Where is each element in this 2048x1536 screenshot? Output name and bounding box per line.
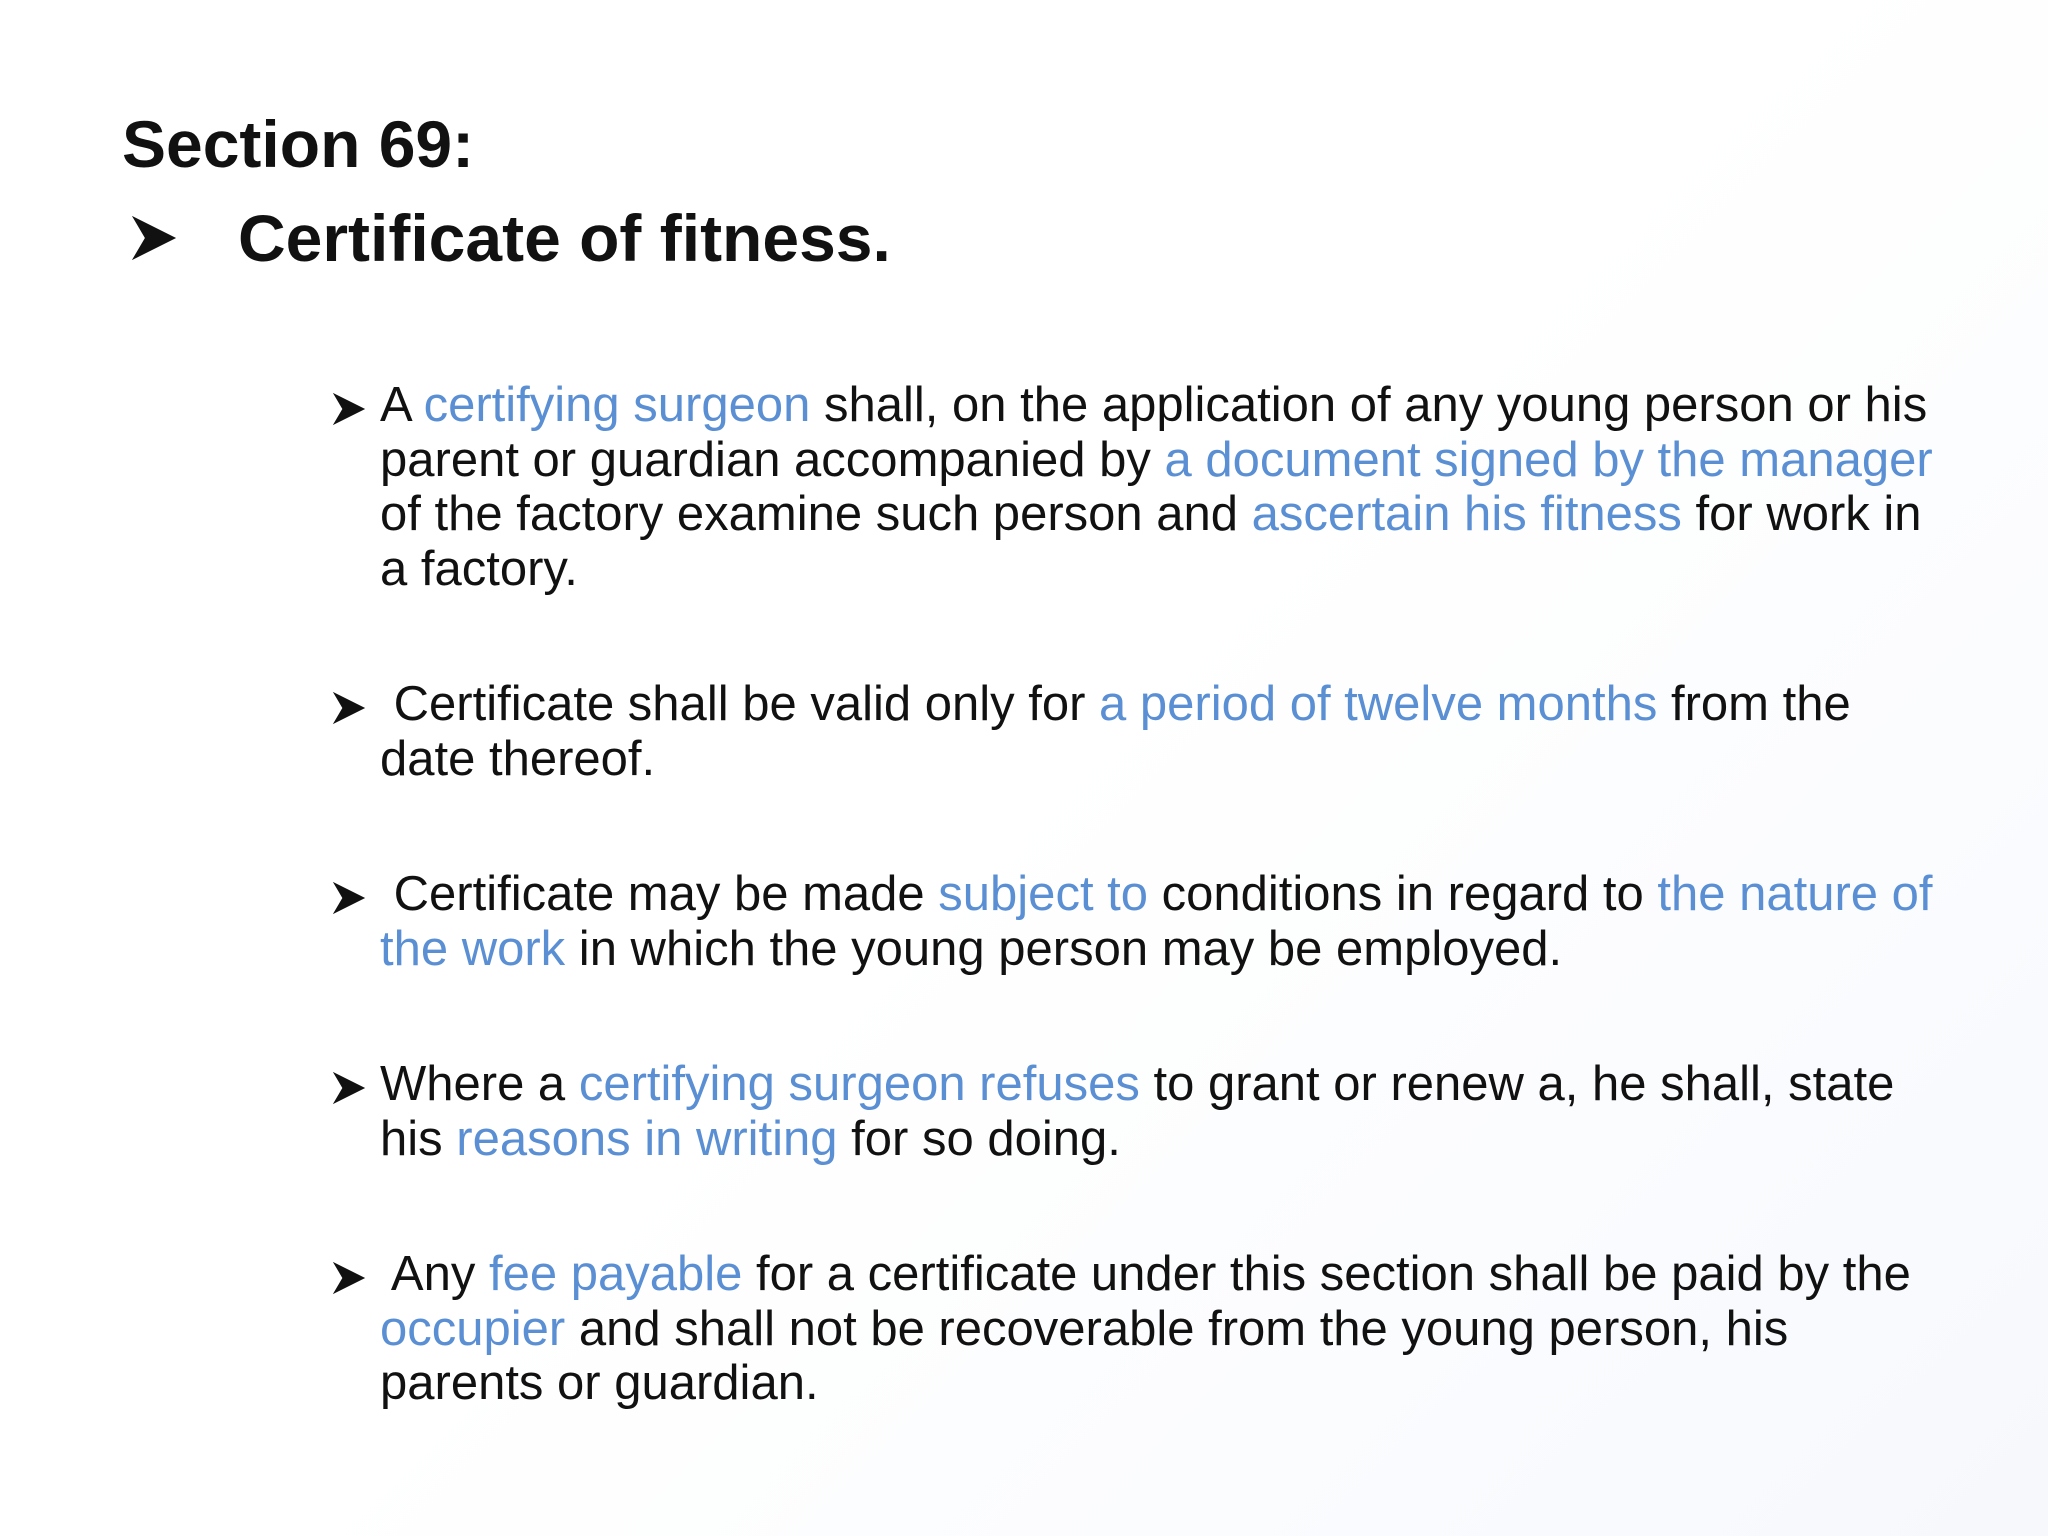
highlighted-phrase: reasons in writing [456, 1111, 838, 1166]
arrowhead-bullet-icon [330, 390, 368, 428]
text-segment: and shall not be recoverable from the young person, his parents or guardian. [380, 1301, 1789, 1410]
highlighted-phrase: a document signed by the manager [1164, 432, 1933, 487]
text-segment: in which the young person may be employed. [565, 921, 1563, 976]
highlighted-phrase: the nature of the work [380, 867, 1933, 976]
title-line [122, 190, 1922, 286]
text-segment: from the date thereof. [380, 677, 1851, 786]
text-segment: conditions in regard to [1148, 867, 1658, 921]
text-segment: for a certificate under this section shall be paid by the [742, 1247, 1911, 1301]
highlighted-phrase: subject to [938, 867, 1149, 921]
text-segment: Certificate shall be valid only for [393, 677, 1100, 731]
title-block [122, 100, 1922, 286]
bullet-text [380, 677, 1950, 786]
bullet-item [330, 378, 1950, 596]
bullet-item [330, 1057, 1950, 1166]
text-segment: to grant or renew a, he shall, state his [380, 1057, 1895, 1166]
highlighted-phrase: a period of twelve months [1099, 677, 1658, 731]
arrowhead-bullet-icon [128, 212, 180, 264]
text-segment: Where a [380, 1057, 579, 1111]
text-segment: for work in a factory. [380, 487, 1922, 596]
text-segment: of the factory examine such person and [380, 487, 1252, 541]
highlighted-phrase: ascertain his fitness [1251, 487, 1682, 541]
arrowhead-bullet-icon [330, 1259, 368, 1297]
highlighted-phrase: fee payable [488, 1247, 743, 1301]
bullet-text [380, 867, 1950, 976]
arrowhead-bullet-icon [330, 879, 368, 917]
slide-title: Certificate of fitness. [238, 201, 891, 275]
bullet-text [380, 1247, 1950, 1411]
bullet-text [380, 1057, 1950, 1166]
text-segment: Any [390, 1247, 489, 1301]
highlighted-phrase: certifying surgeon [423, 378, 811, 432]
bullet-item [330, 1247, 1950, 1411]
arrowhead-bullet-icon [330, 689, 368, 727]
arrowhead-bullet-icon [330, 1069, 368, 1107]
bullet-item [330, 677, 1950, 786]
text-segment: A [380, 378, 424, 432]
text-segment: shall, on the application of any young person or his parent or guardian accompanied by [380, 378, 1928, 487]
bullet-list [330, 378, 1950, 1411]
bullet-text [380, 378, 1950, 596]
text-segment: Certificate may be made [393, 867, 939, 921]
highlighted-phrase: occupier [380, 1301, 566, 1356]
section-heading: Section 69: [122, 107, 475, 181]
highlighted-phrase: certifying surgeon refuses [578, 1057, 1140, 1111]
bullet-item [330, 867, 1950, 976]
text-segment: for so doing. [837, 1111, 1121, 1166]
